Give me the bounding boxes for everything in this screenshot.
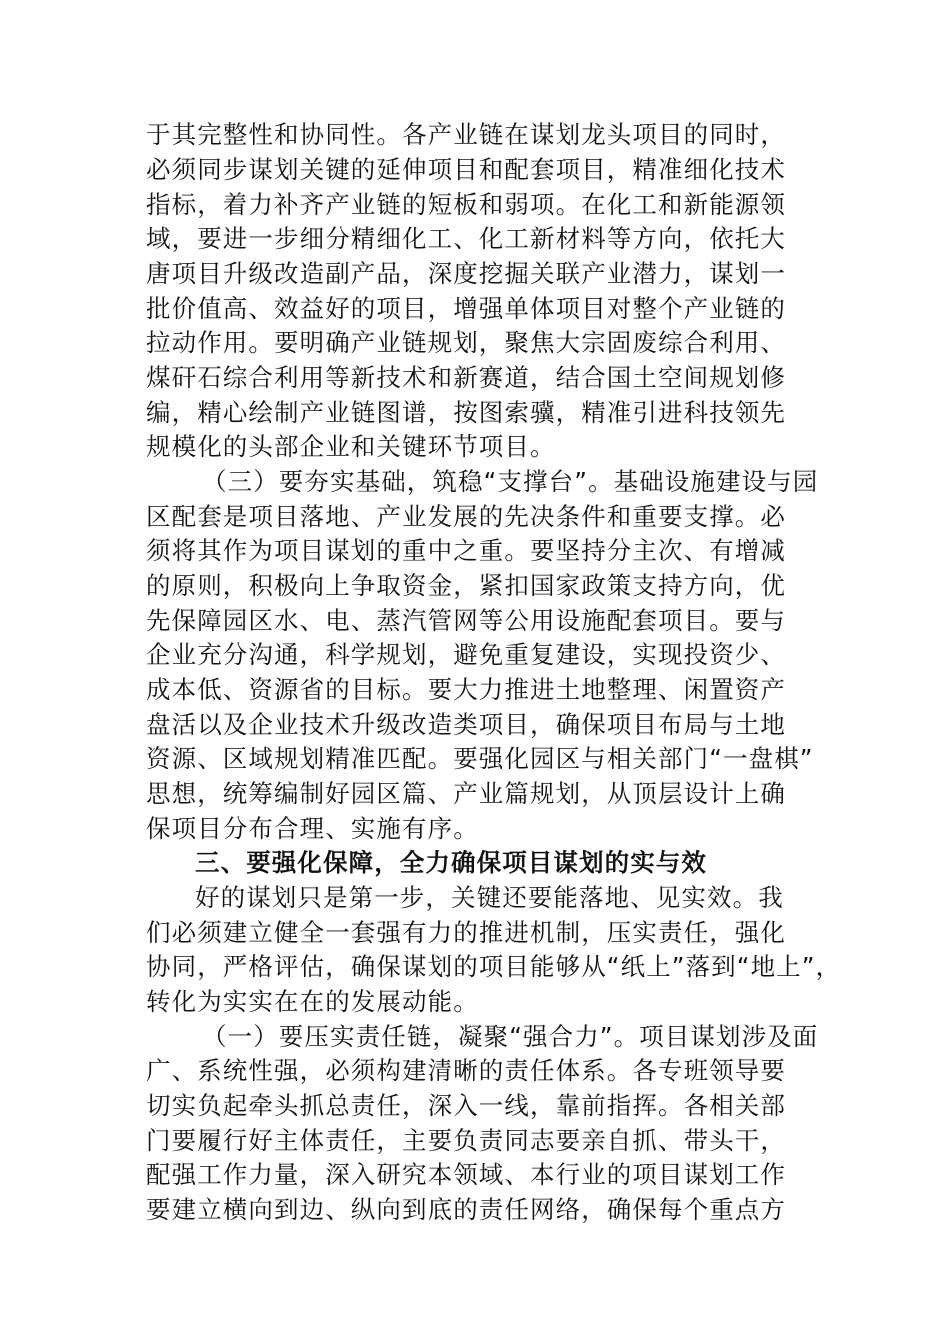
text-line: 门要履行好主体责任，主要负责同志要亲自抓、带头干， bbox=[146, 1126, 786, 1155]
text-line: 好的谋划只是第一步，关键还要能落地、见实效。我 bbox=[195, 883, 784, 912]
text-line: 必须同步谋划关键的延伸项目和配套项目，精准细化技术 bbox=[146, 155, 786, 184]
text-line: 要建立横向到边、纵向到底的责任网络，确保每个重点方 bbox=[146, 1195, 786, 1224]
text-line: 思想，统筹编制好园区篇、产业篇规划，从顶层设计上确 bbox=[146, 779, 786, 808]
text-line: 规模化的头部企业和关键环节项目。 bbox=[146, 432, 556, 461]
text-line: 企业充分沟通，科学规划，避免重复建设，实现投资少、 bbox=[146, 640, 786, 669]
text-line: 盘活以及企业技术升级改造类项目，确保项目布局与土地 bbox=[146, 710, 786, 739]
section-heading-three: （三）要夯实基础，筑稳“支撑台”。基础设施建设与园 bbox=[202, 467, 819, 496]
text-line: 转化为实实在在的发展动能。 bbox=[146, 987, 479, 1016]
text-line: 于其完整性和协同性。各产业链在谋划龙头项目的同时， bbox=[146, 120, 786, 149]
text-line: 先保障园区水、电、蒸汽管网等公用设施配套项目。要与 bbox=[146, 606, 786, 635]
text-line: 编，精心绘制产业链图谱，按图索骥，精准引进科技领先 bbox=[146, 398, 786, 427]
text-line: 资源、区域规划精准匹配。要强化园区与相关部门“一盘棋” bbox=[146, 744, 814, 773]
section-heading-one: （一）要压实责任链，凝聚“强合力”。项目谋划涉及面 bbox=[202, 1022, 819, 1051]
text-line: 的原则，积极向上争取资金，紧扣国家政策支持方向，优 bbox=[146, 571, 786, 600]
text-line: 们必须建立健全一套强有力的推进机制，压实责任，强化 bbox=[146, 918, 786, 947]
text-line: 配强工作力量，深入研究本领域、本行业的项目谋划工作 bbox=[146, 1160, 786, 1189]
text-line: 指标，着力补齐产业链的短板和弱项。在化工和新能源领 bbox=[146, 190, 786, 219]
text-line: 区配套是项目落地、产业发展的先决条件和重要支撑。必 bbox=[146, 502, 786, 531]
text-line: 保项目分布合理、实施有序。 bbox=[146, 814, 479, 843]
text-line: 切实负起牵头抓总责任，深入一线，靠前指挥。各相关部 bbox=[146, 1091, 786, 1120]
text-line: 煤矸石综合利用等新技术和新赛道，结合国土空间规划修 bbox=[146, 363, 786, 392]
text-line: 须将其作为项目谋划的重中之重。要坚持分主次、有增减 bbox=[146, 536, 786, 565]
text-line: 域，要进一步细分精细化工、化工新材料等方向，依托大 bbox=[146, 224, 786, 253]
text-line: 成本低、资源省的目标。要大力推进土地整理、闲置资产 bbox=[146, 675, 786, 704]
text-line: 拉动作用。要明确产业链规划，聚焦大宗固废综合利用、 bbox=[146, 328, 786, 357]
text-line: 唐项目升级改造副产品，深度挖掘关联产业潜力，谋划一 bbox=[146, 259, 786, 288]
chapter-heading: 三、要强化保障，全力确保项目谋划的实与效 bbox=[195, 848, 707, 877]
text-line: 批价值高、效益好的项目，增强单体项目对整个产业链的 bbox=[146, 294, 786, 323]
text-line: 广、系统性强，必须构建清晰的责任体系。各专班领导要 bbox=[146, 1056, 786, 1085]
text-line: 协同，严格评估，确保谋划的项目能够从“纸上”落到“地上”， bbox=[146, 952, 842, 981]
